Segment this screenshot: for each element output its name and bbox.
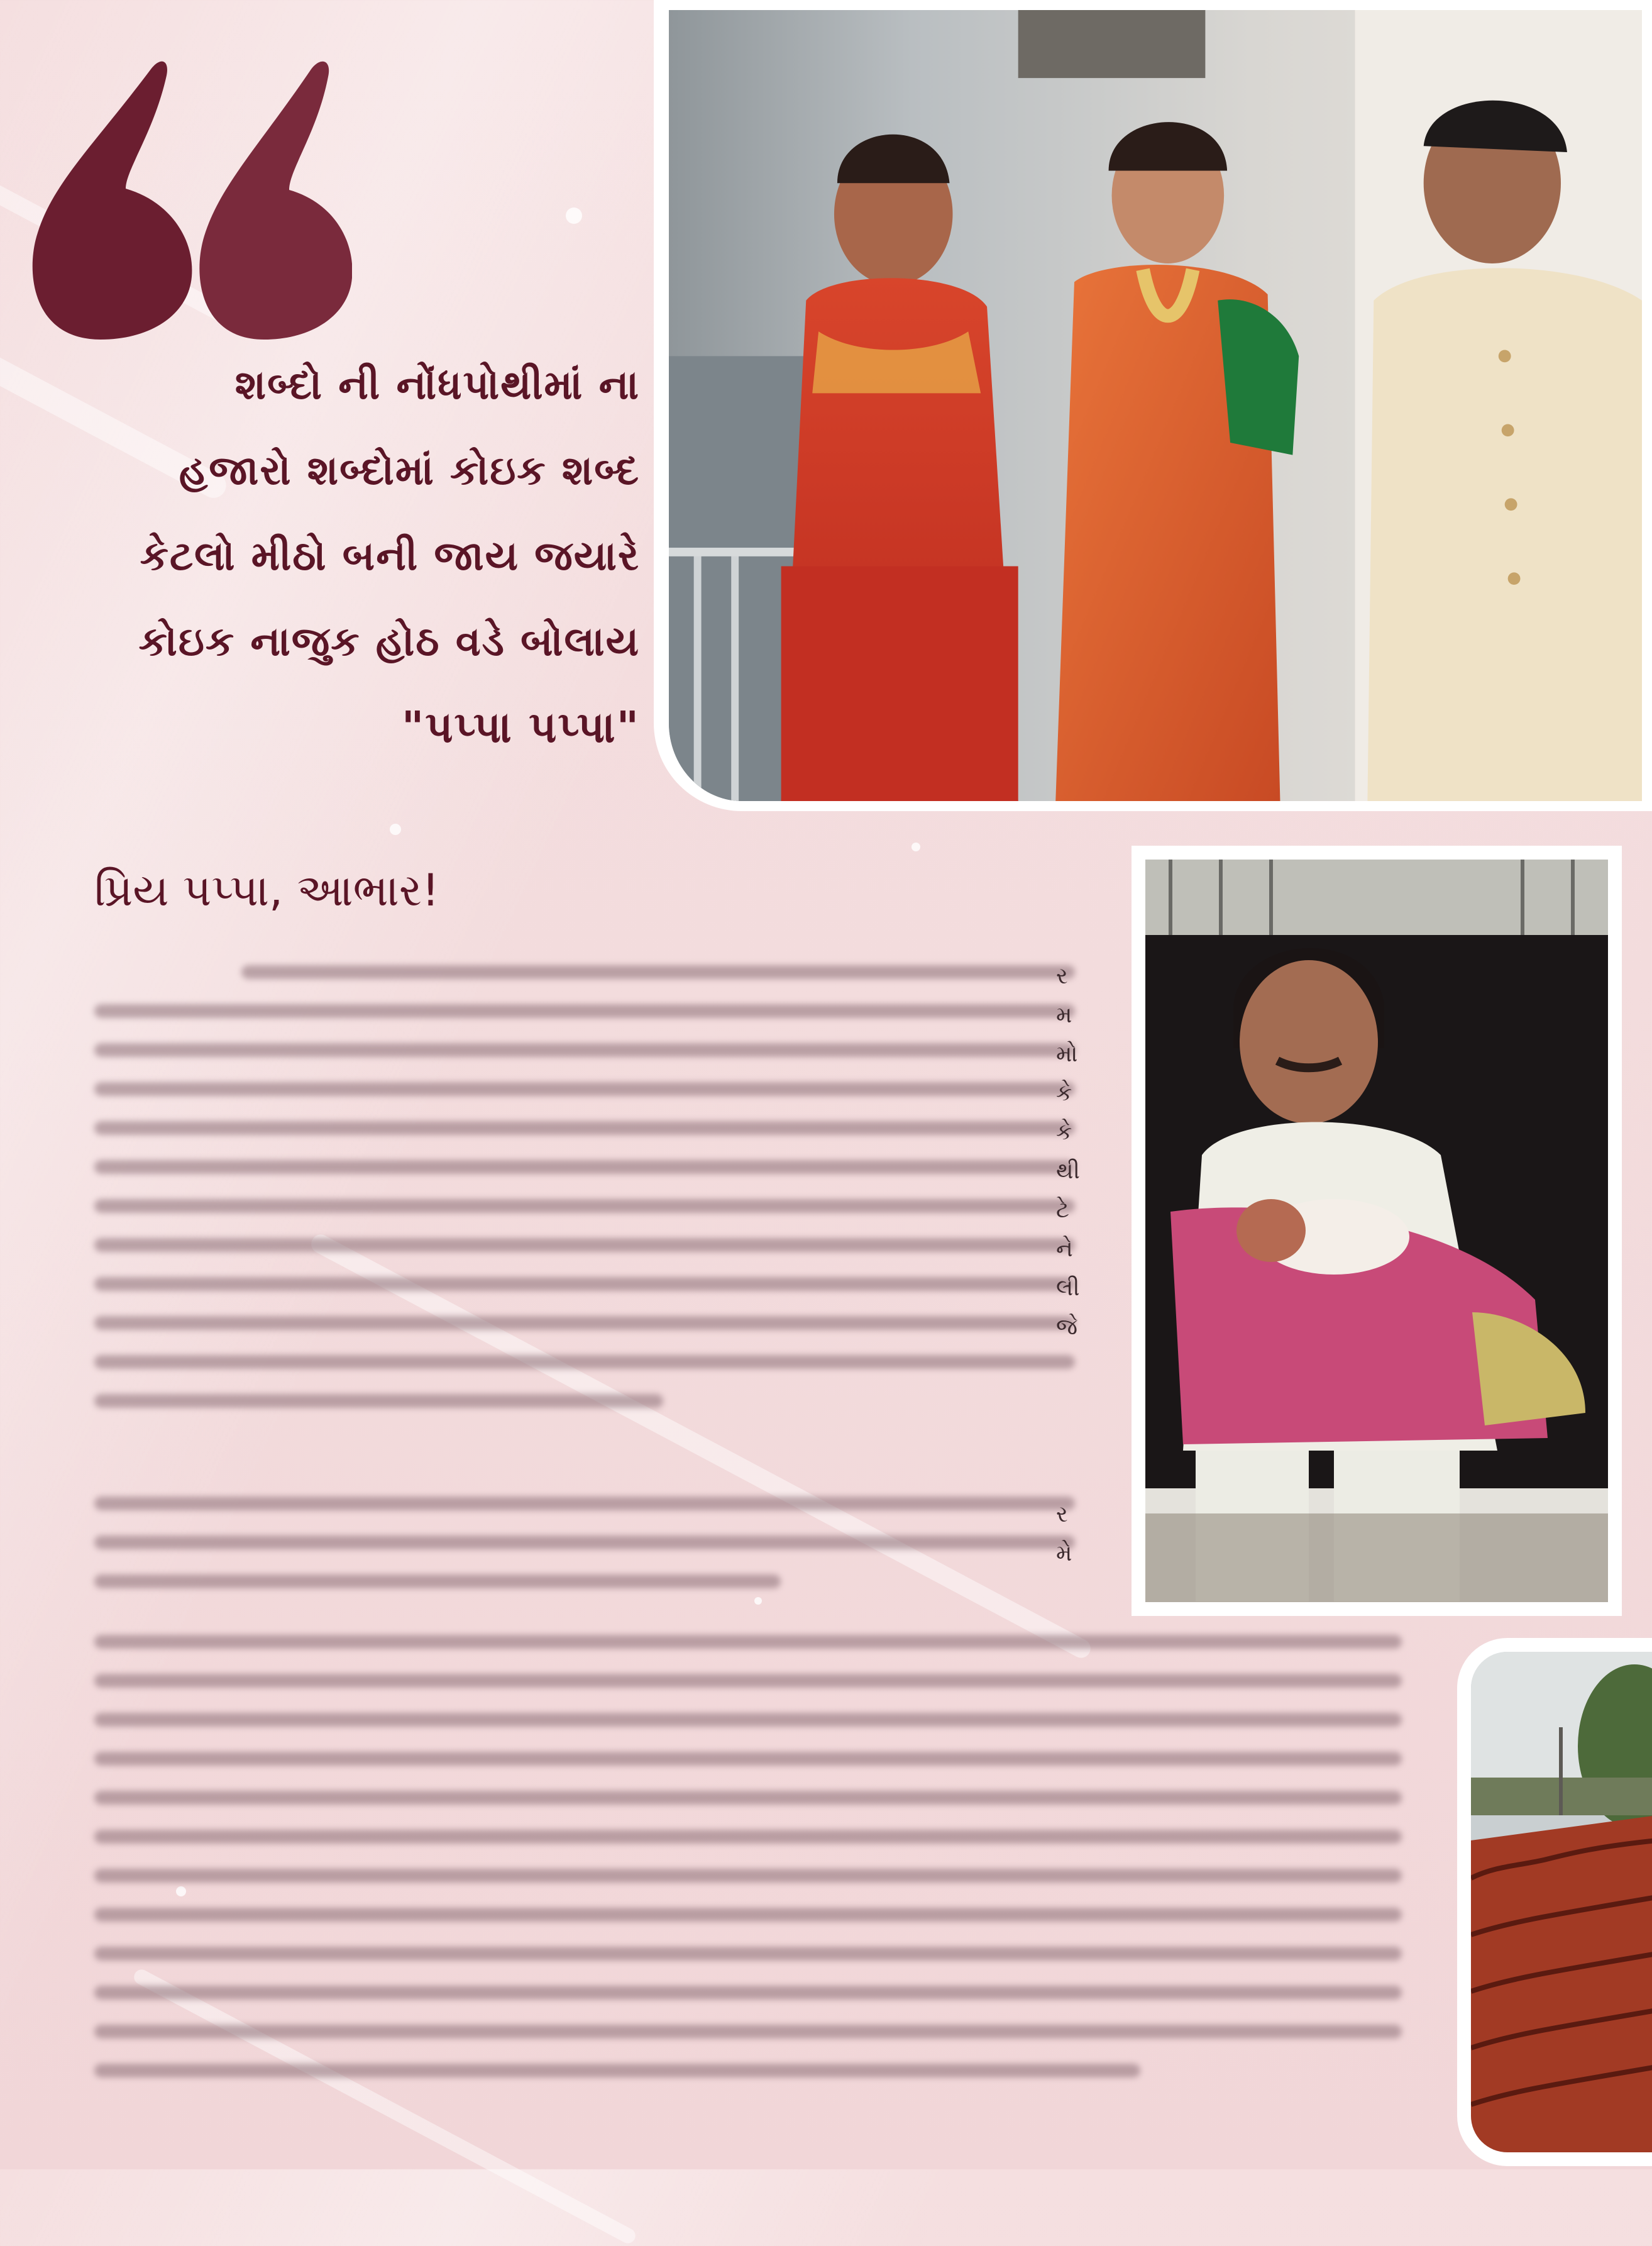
edge-letter: ર: [1056, 963, 1068, 989]
sparkle: [390, 824, 401, 835]
wedding-photo: [654, 0, 1652, 811]
sparkle: [911, 843, 920, 851]
paragraph-edge-letters: [1056, 1495, 1106, 1573]
quote-mark-icon: [25, 25, 352, 340]
paragraph-edge-letters: [1056, 957, 1106, 1347]
edge-letter: મ: [1056, 1002, 1072, 1028]
edge-letter: કે: [1056, 1119, 1072, 1145]
edge-letter: ને: [1056, 1236, 1073, 1262]
edge-letter: લી: [1056, 1275, 1080, 1301]
edge-letter: મો: [1056, 1041, 1078, 1067]
edge-letter: કે: [1056, 1080, 1072, 1106]
edge-letter: ટે: [1056, 1197, 1069, 1223]
edge-letter: થી: [1056, 1158, 1080, 1184]
article-paragraph: [94, 1635, 1402, 2103]
edge-letter: મે: [1056, 1541, 1072, 1566]
poem-line: કેટલો મીઠો બની જાય જયારે: [140, 533, 640, 580]
poem-line: કોઇક નાજુક હોઠ વડે બોલાય: [138, 618, 640, 665]
article-heading: પ્રિય પપ્પા, આભાર!: [94, 865, 439, 916]
edge-letter: ર: [1056, 1502, 1068, 1527]
poem-line: શબ્દો ની નોંધપોથીમાં ના: [234, 362, 640, 409]
poem-line-emphasis: "પપ્પા પપ્પા": [401, 702, 640, 753]
article-paragraph: [94, 1496, 1075, 1613]
poem-line: હજારો શબ્દોમાં કોઇક શબ્દ: [179, 447, 640, 494]
edge-letter: જે: [1056, 1314, 1078, 1340]
father-newborn-photo: [1132, 846, 1622, 1616]
article-paragraph: [94, 965, 1075, 1433]
sparkle: [566, 207, 582, 224]
roof-photo: [1457, 1638, 1652, 2166]
poem: [24, 343, 640, 770]
